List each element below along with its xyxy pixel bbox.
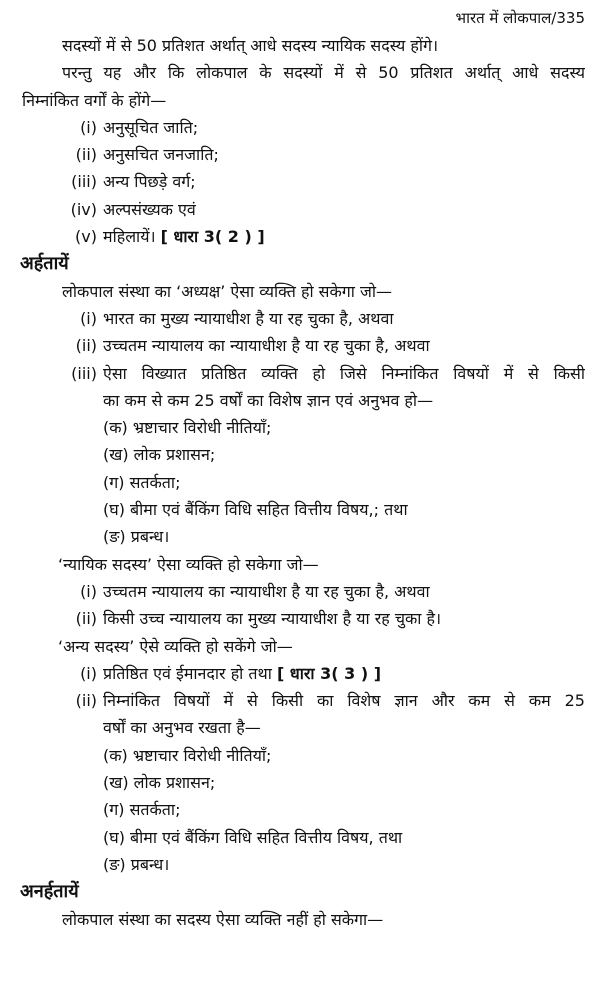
- item-text: अनुसूचित जाति;: [103, 117, 199, 137]
- item-text: अन्य पिछड़े वर्ग;: [103, 172, 196, 192]
- section-reference: [ धारा 3( 2 ) ]: [160, 227, 265, 247]
- item-continuation: वर्षों का अनुभव रखता है—: [103, 718, 261, 738]
- subject-item: (ख) लोक प्रशासन;: [103, 445, 216, 465]
- subject-item: (ङ) प्रबन्ध।: [103, 527, 170, 547]
- page-body: [0, 32, 600, 933]
- subject-item: (ख) लोक प्रशासन;: [103, 773, 216, 793]
- paragraph-line: सदस्यों में से 50 प्रतिशत अर्थात् आधे सदस्य न्यायिक सदस्य होंगे।: [62, 36, 439, 55]
- item-label: (iii): [71, 172, 97, 192]
- subject-item: (ग) सतर्कता;: [103, 472, 181, 492]
- item-label: (iv): [70, 199, 97, 219]
- item-label: (v): [75, 227, 97, 247]
- item-text: निम्नांकित विषयों में से किसी का विशेष ज्ञान और कम से कम 25: [103, 691, 585, 711]
- paragraph-line: लोकपाल संस्था का सदस्य ऐसा व्यक्ति नहीं हो सकेगा—: [62, 909, 384, 929]
- subject-item: (ङ) प्रबन्ध।: [103, 854, 170, 874]
- paragraph-line: निम्नांकित वर्गों के होंगे—: [22, 90, 167, 110]
- section-heading: अर्हतायें: [20, 253, 69, 275]
- item-label: (i): [80, 117, 97, 137]
- running-header: भारत में लोकपाल/335: [455, 9, 585, 27]
- item-text: प्रतिष्ठित एवं ईमानदार हो तथा: [103, 663, 272, 683]
- list-item: [0, 196, 600, 223]
- list-item: [0, 687, 600, 714]
- subject-item: (ग) सतर्कता;: [103, 800, 181, 820]
- paragraph-line: परन्तु यह और कि लोकपाल के सदस्यों में से 50 प्रतिशत अर्थात् आधे सदस्य: [62, 63, 585, 83]
- item-text: किसी उच्च न्यायालय का मुख्य न्यायाधीश है या रह चुका है।: [103, 609, 442, 629]
- list-item: [0, 223, 600, 250]
- item-label: (ii): [75, 691, 97, 711]
- item-label: (ii): [75, 609, 97, 629]
- item-text: महिलायें।: [103, 227, 156, 247]
- list-item: [0, 114, 600, 141]
- item-text: उच्चतम न्यायालय का न्यायाधीश है या रह चुका है, अथवा: [103, 581, 430, 601]
- list-item: [0, 605, 600, 632]
- subject-item: (घ) बीमा एवं बैंकिंग विधि सहित वित्तीय विषय,; तथा: [103, 500, 408, 520]
- item-label: (i): [80, 663, 97, 683]
- item-text: अनुसचित जनजाति;: [103, 145, 219, 165]
- item-text: भारत का मुख्य न्यायाधीश है या रह चुका है, अथवा: [103, 308, 394, 328]
- item-label: (ii): [75, 336, 97, 356]
- paragraph-line: ‘न्यायिक सदस्य’ ऐसा व्यक्ति हो सकेगा जो—: [58, 554, 319, 574]
- item-text: ऐसा विख्यात प्रतिष्ठित व्यक्ति हो जिसे निम्नांकित विषयों में से किसी: [103, 363, 585, 383]
- list-item: [0, 141, 600, 168]
- item-label: (ii): [75, 145, 97, 165]
- list-item: [0, 332, 600, 359]
- paragraph-line: लोकपाल संस्था का ‘अध्यक्ष’ ऐसा व्यक्ति हो सकेगा जो—: [62, 281, 393, 301]
- list-item: [0, 305, 600, 332]
- subject-item: (क) भ्रष्टाचार विरोधी नीतियाँ;: [103, 745, 272, 765]
- item-label: (i): [80, 581, 97, 601]
- list-item: [0, 168, 600, 195]
- item-label: (i): [80, 308, 97, 328]
- item-label: (iii): [71, 363, 97, 383]
- section-reference: [ धारा 3( 3 ) ]: [277, 663, 382, 683]
- subject-item: (क) भ्रष्टाचार विरोधी नीतियाँ;: [103, 418, 272, 438]
- list-item: [0, 578, 600, 605]
- item-text: उच्चतम न्यायालय का न्यायाधीश है या रह चुका है, अथवा: [103, 336, 430, 356]
- list-item: [0, 660, 600, 687]
- section-heading: अनर्हतायें: [20, 881, 79, 903]
- subject-item: (घ) बीमा एवं बैंकिंग विधि सहित वित्तीय विषय, तथा: [103, 827, 403, 847]
- item-text: अल्पसंख्यक एवं: [103, 199, 196, 219]
- paragraph-line: ‘अन्य सदस्य’ ऐसे व्यक्ति हो सकेंगे जो—: [58, 636, 293, 656]
- list-item: [0, 360, 600, 387]
- item-continuation: का कम से कम 25 वर्षों का विशेष ज्ञान एवं अनुभव हो—: [103, 390, 434, 410]
